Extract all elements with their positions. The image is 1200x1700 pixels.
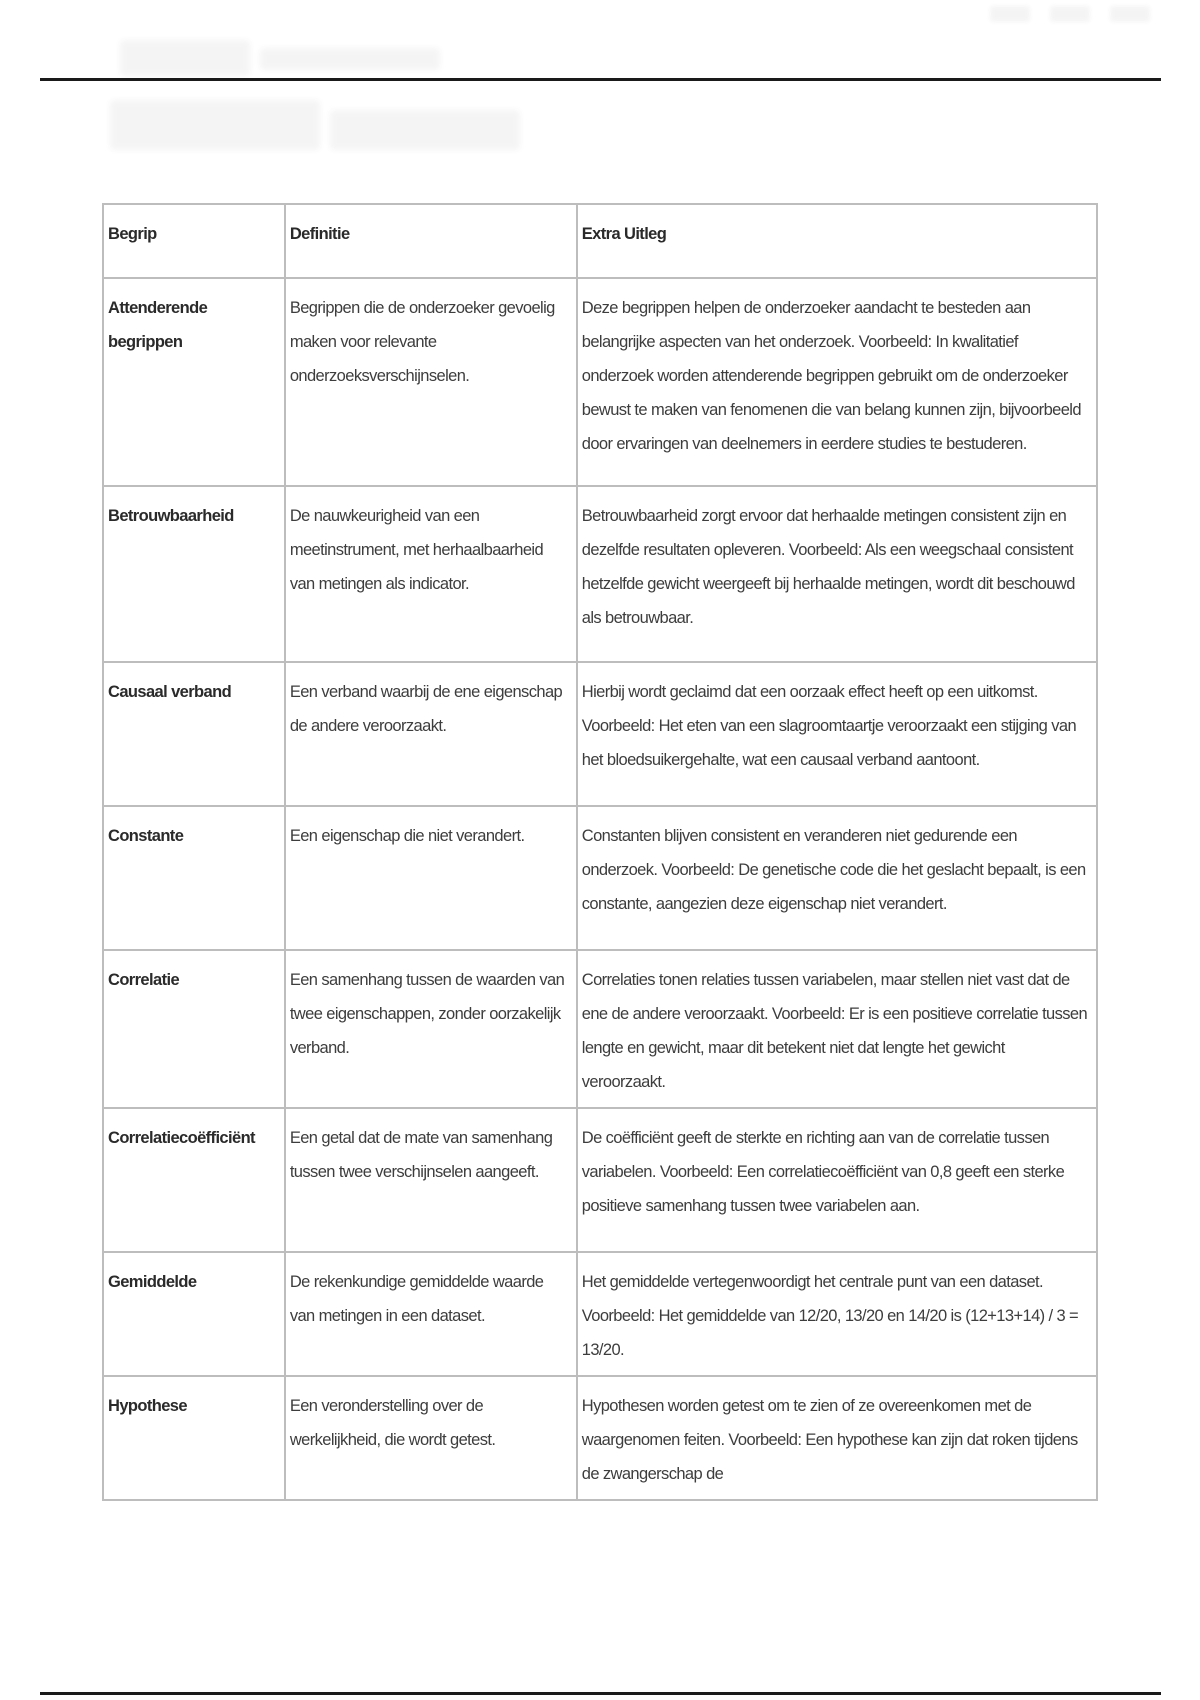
- term-cell: Causaal verband: [103, 662, 285, 806]
- term-cell: Betrouwbaarheid: [103, 486, 285, 662]
- table-row: [103, 662, 1097, 806]
- term-cell: Gemiddelde: [103, 1252, 285, 1376]
- definition-cell: Begrippen die de onderzoeker gevoelig maken voor relevante onderzoeksverschijnselen.: [285, 278, 577, 486]
- faded-corner-watermark: [990, 0, 1160, 30]
- definition-cell: Een veronderstelling over de werkelijkheid, die wordt getest.: [285, 1376, 577, 1500]
- column-header-term: Begrip: [103, 204, 285, 278]
- table-row: [103, 950, 1097, 1108]
- term-cell: Correlatiecoëfficiënt: [103, 1108, 285, 1252]
- table-row: [103, 1376, 1097, 1500]
- column-header-definition: Definitie: [285, 204, 577, 278]
- term-cell: Correlatie: [103, 950, 285, 1108]
- definition-cell: Een getal dat de mate van samenhang tussen twee verschijnselen aangeeft.: [285, 1108, 577, 1252]
- definition-cell: Een verband waarbij de ene eigenschap de andere veroorzaakt.: [285, 662, 577, 806]
- extra-cell: Hierbij wordt geclaimd dat een oorzaak effect heeft op een uitkomst. Voorbeeld: Het eten van een slagroomtaartje veroorzaakt een stijging van het bloedsuikergehalte, wat een causaal verband aantoont.: [577, 662, 1097, 806]
- table-row: [103, 1252, 1097, 1376]
- footer-rule: [40, 1692, 1161, 1695]
- glossary-table: [102, 203, 1098, 1501]
- column-header-extra: Extra Uitleg: [577, 204, 1097, 278]
- header-rule: [40, 78, 1161, 81]
- extra-cell: Hypothesen worden getest om te zien of ze overeenkomen met de waargenomen feiten. Voorbeeld: Een hypothese kan zijn dat roken tijdens de zwangerschap de: [577, 1376, 1097, 1500]
- extra-cell: Constanten blijven consistent en veranderen niet gedurende een onderzoek. Voorbeeld: De genetische code die het geslacht bepaalt, is een constante, aangezien deze eigenschap niet verandert.: [577, 806, 1097, 950]
- extra-cell: De coëfficiënt geeft de sterkte en richting aan van de correlatie tussen variabelen. Voorbeeld: Een correlatiecoëfficiënt van 0,8 geeft een sterke positieve samenhang tussen twee variabelen aan.: [577, 1108, 1097, 1252]
- table-row: [103, 806, 1097, 950]
- table-row: [103, 278, 1097, 486]
- definition-cell: De rekenkundige gemiddelde waarde van metingen in een dataset.: [285, 1252, 577, 1376]
- term-cell: Attenderende begrippen: [103, 278, 285, 486]
- extra-cell: Betrouwbaarheid zorgt ervoor dat herhaalde metingen consistent zijn en dezelfde resultaten opleveren. Voorbeeld: Als een weegschaal consistent hetzelfde gewicht weergeeft bij herhaalde metingen, wordt dit beschouwd als betrouwbaar.: [577, 486, 1097, 662]
- definition-cell: De nauwkeurigheid van een meetinstrument, met herhaalbaarheid van metingen als indicator.: [285, 486, 577, 662]
- extra-cell: Deze begrippen helpen de onderzoeker aandacht te besteden aan belangrijke aspecten van het onderzoek. Voorbeeld: In kwalitatief onderzoek worden attenderende begrippen gebruikt om de onderzoeker bewust te maken van fenomenen die van belang kunnen zijn, bijvoorbeeld door ervaringen van deelnemers in eerdere studies te bestuderen.: [577, 278, 1097, 486]
- definition-cell: Een eigenschap die niet verandert.: [285, 806, 577, 950]
- extra-cell: Correlaties tonen relaties tussen variabelen, maar stellen niet vast dat de ene de andere veroorzaakt. Voorbeeld: Er is een positieve correlatie tussen lengte en gewicht, maar dit betekent niet dat lengte het gewicht veroorzaakt.: [577, 950, 1097, 1108]
- extra-cell: Het gemiddelde vertegenwoordigt het centrale punt van een dataset. Voorbeeld: Het gemiddelde van 12/20, 13/20 en 14/20 is (12+13+14) / 3 = 13/20.: [577, 1252, 1097, 1376]
- table-row: [103, 1108, 1097, 1252]
- definition-cell: Een samenhang tussen de waarden van twee eigenschappen, zonder oorzakelijk verband.: [285, 950, 577, 1108]
- table-row: [103, 486, 1097, 662]
- term-cell: Hypothese: [103, 1376, 285, 1500]
- table-header-row: [103, 204, 1097, 278]
- term-cell: Constante: [103, 806, 285, 950]
- faded-header-watermark: [110, 30, 530, 180]
